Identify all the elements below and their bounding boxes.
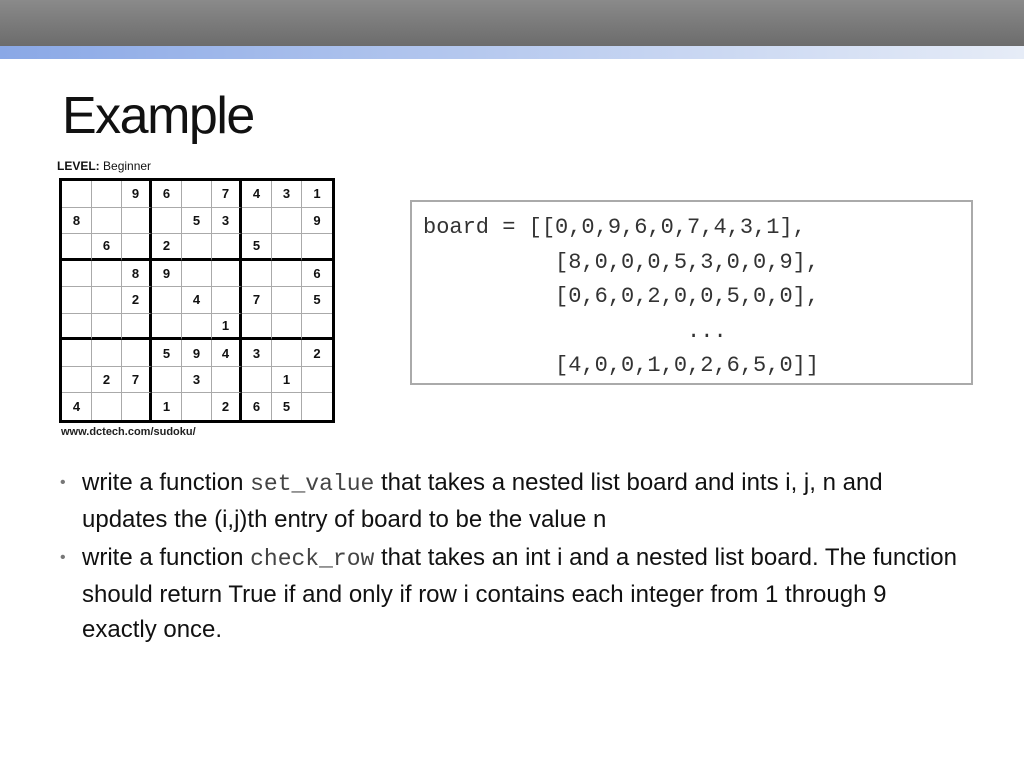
sudoku-cell <box>182 393 212 420</box>
sudoku-cell <box>62 287 92 314</box>
code-line: [0,6,0,2,0,0,5,0,0], <box>423 284 820 309</box>
sudoku-cell: 1 <box>302 181 332 208</box>
sudoku-cell <box>62 181 92 208</box>
bullet-text: that takes an int i and a nested list board. The function should return True if and only if row i contains each integer from 1 through 9 exactly once. <box>82 544 957 643</box>
sudoku-cell <box>62 261 92 288</box>
sudoku-cell: 9 <box>152 261 182 288</box>
sudoku-cell <box>92 208 122 235</box>
code-box <box>410 200 973 385</box>
sudoku-cell: 3 <box>212 208 242 235</box>
level-value: Beginner <box>103 159 152 173</box>
code-line: ... <box>423 318 727 344</box>
sudoku-cell: 5 <box>242 234 272 261</box>
sudoku-cell <box>242 367 272 394</box>
sudoku-cell: 1 <box>152 393 182 420</box>
bullet-text: write a function <box>82 469 251 496</box>
sudoku-cell <box>212 287 242 314</box>
sudoku-cell <box>62 234 92 261</box>
sudoku-cell <box>152 367 182 394</box>
sudoku-cell: 4 <box>242 181 272 208</box>
sudoku-cell <box>122 340 152 367</box>
sudoku-cell <box>62 340 92 367</box>
sudoku-cell <box>92 181 122 208</box>
sudoku-cell: 9 <box>122 181 152 208</box>
sudoku-cell <box>92 393 122 420</box>
sudoku-cell <box>152 287 182 314</box>
sudoku-cell: 5 <box>152 340 182 367</box>
sudoku-cell <box>272 287 302 314</box>
sudoku-cell <box>272 234 302 261</box>
sudoku-cell <box>212 234 242 261</box>
sudoku-cell <box>182 234 212 261</box>
sudoku-cell <box>92 261 122 288</box>
sudoku-cell <box>272 208 302 235</box>
sudoku-cell: 8 <box>62 208 92 235</box>
sudoku-cell: 3 <box>272 181 302 208</box>
code-line: [8,0,0,0,5,3,0,0,9], <box>423 249 820 275</box>
sudoku-cell <box>62 314 92 341</box>
sudoku-cell <box>122 314 152 341</box>
sudoku-cell <box>302 234 332 261</box>
bullet-item <box>60 465 960 537</box>
sudoku-cell <box>242 314 272 341</box>
sudoku-cell: 5 <box>272 393 302 420</box>
sudoku-cell: 8 <box>122 261 152 288</box>
sudoku-cell <box>92 287 122 314</box>
sudoku-cell: 2 <box>152 234 182 261</box>
code-line: board = [[0,0,9,6,0,7,4,3,1], <box>423 215 806 240</box>
sudoku-source-url: www.dctech.com/sudoku/ <box>61 426 196 438</box>
sudoku-cell: 9 <box>182 340 212 367</box>
sudoku-cell <box>182 181 212 208</box>
sudoku-cell: 5 <box>182 208 212 235</box>
sudoku-cell <box>272 340 302 367</box>
sudoku-cell: 4 <box>62 393 92 420</box>
bullet-icon: • <box>60 474 66 491</box>
sudoku-cell <box>122 234 152 261</box>
sudoku-cell: 7 <box>122 367 152 394</box>
code-line: [4,0,0,1,0,2,6,5,0]] <box>423 353 820 378</box>
sudoku-cell <box>272 261 302 288</box>
sudoku-cell <box>92 314 122 341</box>
sudoku-cell <box>302 367 332 394</box>
level-label: LEVEL: <box>57 159 100 173</box>
sudoku-cell <box>242 208 272 235</box>
sudoku-cell: 4 <box>182 287 212 314</box>
sudoku-cell: 2 <box>122 287 152 314</box>
sudoku-cell <box>272 314 302 341</box>
sudoku-cell: 4 <box>212 340 242 367</box>
accent-bar <box>0 46 1024 59</box>
slide-title: Example <box>62 87 254 145</box>
sudoku-grid <box>59 178 335 423</box>
sudoku-cell: 7 <box>212 181 242 208</box>
function-name: check_row <box>250 546 375 572</box>
sudoku-cell: 1 <box>272 367 302 394</box>
bullet-text: that takes a nested list board and ints i, j, n and updates the (i,j)th entry of board to be the value n <box>82 469 883 533</box>
sudoku-cell <box>122 393 152 420</box>
sudoku-cell: 3 <box>242 340 272 367</box>
sudoku-cell <box>212 367 242 394</box>
sudoku-cell: 5 <box>302 287 332 314</box>
bullet-text: write a function <box>82 544 251 571</box>
sudoku-cell: 6 <box>92 234 122 261</box>
sudoku-cell: 6 <box>242 393 272 420</box>
sudoku-cell: 2 <box>212 393 242 420</box>
sudoku-cell <box>152 208 182 235</box>
bullet-list <box>60 465 960 650</box>
sudoku-cell: 3 <box>182 367 212 394</box>
sudoku-cell <box>122 208 152 235</box>
sudoku-cell <box>302 393 332 420</box>
sudoku-cell: 7 <box>242 287 272 314</box>
sudoku-cell <box>62 367 92 394</box>
sudoku-cell: 6 <box>152 181 182 208</box>
sudoku-level <box>57 159 151 173</box>
sudoku-cell <box>182 314 212 341</box>
sudoku-cell <box>302 314 332 341</box>
sudoku-cell: 2 <box>92 367 122 394</box>
sudoku-cell <box>182 261 212 288</box>
sudoku-cell <box>242 261 272 288</box>
sudoku-cell <box>92 340 122 367</box>
sudoku-cell: 2 <box>302 340 332 367</box>
bullet-item <box>60 540 960 647</box>
sudoku-cell: 6 <box>302 261 332 288</box>
sudoku-cell: 9 <box>302 208 332 235</box>
sudoku-cell <box>212 261 242 288</box>
sudoku-cell <box>152 314 182 341</box>
function-name: set_value <box>250 471 375 497</box>
bullet-icon: • <box>60 549 66 566</box>
sudoku-cell: 1 <box>212 314 242 341</box>
header-bar <box>0 0 1024 46</box>
